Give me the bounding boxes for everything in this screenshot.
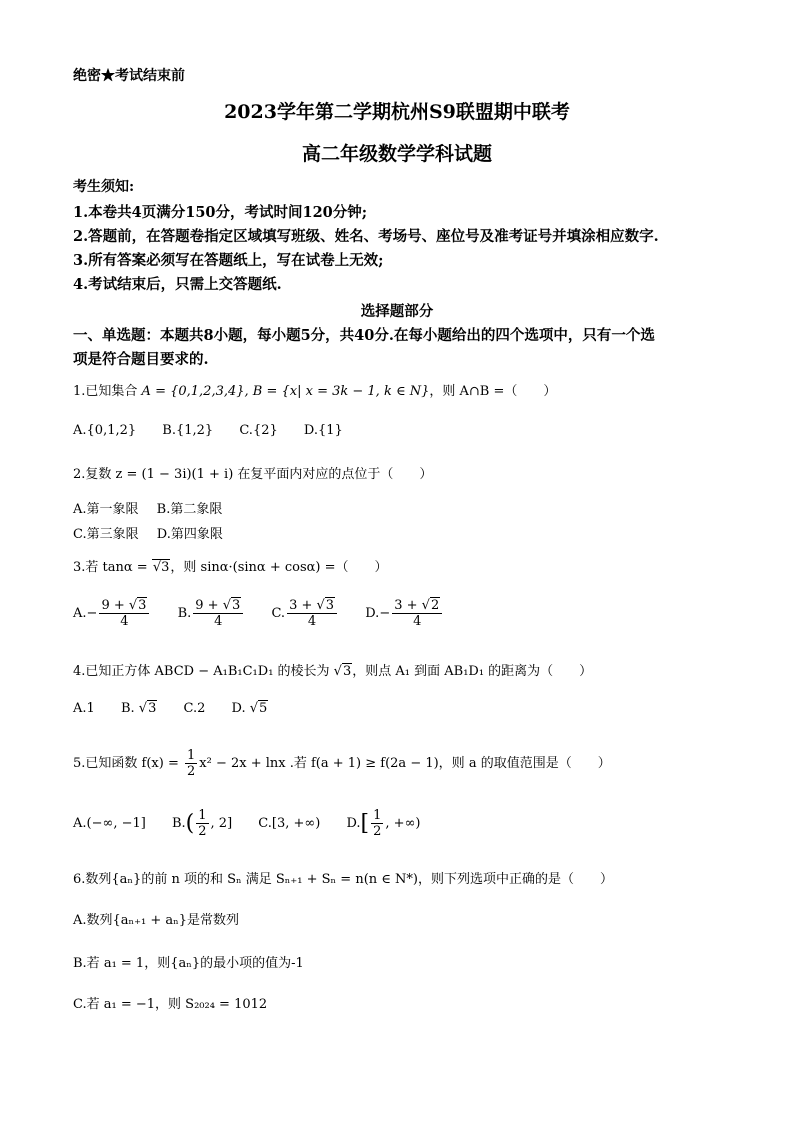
secret-mark: 绝密★考试结束前 xyxy=(73,68,185,84)
question-6-option-b: B.若 a₁ = 1，则{aₙ}的最小项的值为-1 xyxy=(73,956,304,971)
notice-item: 3.所有答案必须写在答题纸上，写在试卷上无效; xyxy=(73,252,384,269)
question-4-options xyxy=(73,701,290,716)
option-a: A.(−∞, −1] xyxy=(73,816,146,831)
question-1-stem: 1.已知集合 A = {0,1,2,3,4}, B = {x| x = 3k − 1, k ∈ N}，则 A∩B =（ ） xyxy=(73,384,557,399)
notice-heading: 考生须知: xyxy=(73,179,135,195)
question-3-options xyxy=(73,598,466,629)
notice-item: 2.答题前，在答题卷指定区域填写班级、姓名、考场号、座位号及准考证号并填涂相应数字. xyxy=(73,228,659,245)
option-a: A.1 xyxy=(73,701,95,716)
question-6-option-c: C.若 a₁ = −1，则 S₂₀₂₄ = 1012 xyxy=(73,997,268,1012)
option-c: C.第三象限 xyxy=(73,527,139,542)
question-6-option-a: A.数列{aₙ₊₁ + aₙ}是常数列 xyxy=(73,913,240,928)
part-title: 选择题部分 xyxy=(360,303,434,320)
question-2-options-row2 xyxy=(73,523,245,542)
question-3-stem: 3.若 tanα = √3，则 sinα·(sinα + cosα) =（ ） xyxy=(73,560,388,575)
notice-item: 1.本卷共4页满分150分，考试时间120分钟; xyxy=(73,204,368,221)
option-a: A.− $\frac{9 + √3}{4}$ xyxy=(73,598,151,629)
question-6-stem: 6.数列{aₙ}的前 n 项的和 Sₙ 满足 Sₙ₊₁ + Sₙ = n(n ∈ N*)，则下列选项中正确的是（ ） xyxy=(73,872,613,887)
sqrt-symbol: √3 xyxy=(152,560,170,575)
option-d: D.[ $\frac{1}{2}$ , +∞) xyxy=(346,808,421,839)
option-b: B.第二象限 xyxy=(156,502,223,517)
option-b: B.( $\frac{1}{2}$ , 2] xyxy=(171,808,233,839)
option-a: A.第一象限 xyxy=(73,502,139,517)
option-c: C. $\frac{3 + √3}{4}$ xyxy=(271,598,339,629)
option-c: C.2 xyxy=(183,701,206,716)
section-instruction-cont: 项是符合题目要求的. xyxy=(73,351,209,368)
notice-item: 4.考试结束后，只需上交答题纸. xyxy=(73,276,282,293)
exam-title: 2023学年第二学期杭州S9联盟期中联考 xyxy=(224,101,570,123)
question-1-options xyxy=(73,423,365,438)
option-d: D.第四象限 xyxy=(156,527,223,542)
option-d: D.− $\frac{3 + √2}{4}$ xyxy=(365,598,444,629)
option-b: B. √3 xyxy=(120,701,157,716)
question-2-options xyxy=(73,498,244,517)
option-c: C.{2} xyxy=(239,423,278,438)
question-5-stem: 5.已知函数 f(x) = $\frac{1}{2}$ x² − 2x + lnx .若 f(a + 1) ≥ f(2a − 1)，则 a 的取值范围是（ ） xyxy=(73,748,611,779)
option-d: D. √5 xyxy=(231,701,268,716)
option-a: A.{0,1,2} xyxy=(73,423,137,438)
question-2-stem: 2.复数 z = (1 − 3i)(1 + i) 在复平面内对应的点位于（ ） xyxy=(73,467,433,482)
option-d: D.{1} xyxy=(303,423,343,438)
exam-subtitle: 高二年级数学学科试题 xyxy=(301,143,492,165)
set-a: A = {0,1,2,3,4} xyxy=(141,384,245,399)
option-c: C.[3, +∞) xyxy=(258,816,321,831)
option-b: B.{1,2} xyxy=(162,423,214,438)
section-instruction: 一、单选题：本题共8小题，每小题5分，共40分.在每小题给出的四个选项中，只有一个选 xyxy=(73,327,655,344)
question-4-stem: 4.已知正方体 ABCD − A₁B₁C₁D₁ 的棱长为 √3，则点 A₁ 到面 AB₁D₁ 的距离为（ ） xyxy=(73,664,593,679)
option-b: B. $\frac{9 + √3}{4}$ xyxy=(178,598,246,629)
set-b: , B = {x| x = 3k − 1, k ∈ N} xyxy=(244,384,430,399)
question-5-options xyxy=(73,808,442,839)
